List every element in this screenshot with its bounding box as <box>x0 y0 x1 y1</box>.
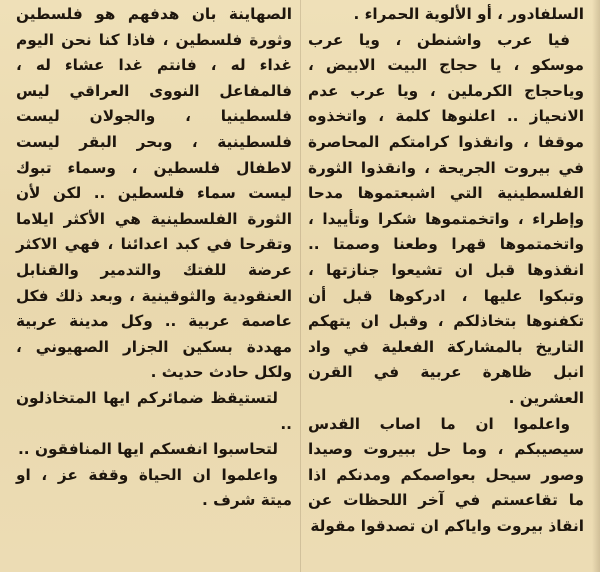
paragraph: واعلموا ان ما اصاب القدس سيصيبكم ، وما حل ببيروت وصيدا وصور سيحل بعواصمكم ومدنكم اذا ما تقاعستم في آخر اللحظات عن انقاذ بيروت واياكم ان تصدقوا مقولة <box>308 414 584 535</box>
paragraph: لتحاسبوا انفسكم ايها المنافقون .. <box>18 440 278 459</box>
article-column-left <box>16 2 292 568</box>
column-divider <box>300 0 301 572</box>
page-edge-shadow <box>592 0 600 572</box>
paragraph: الصهاينة بان هدفهم هو فلسطين وثورة فلسطين ، فاذا كنا نحن اليوم غداء له ، فانتم غدا عشاء له ، فالمفاعل النووى العراقي ليس فلسطينيا ، والجولان ليست فلسطينية ، وبحر البقر ليست لاطفال فلسطين ، وسماء تبوك ليست سماء فلسطين .. لكن لأن الثورة الفلسطينية هي الأكثر ايلاما وتقرحا في كبد اعدائنا ، فهي الاكثر عرضة للفتك والتدمير والقنابل العنقودية والثوقينية ، وبعد ذلك فكل عاصمة عربية .. وكل مدينة عربية مهددة بسكين الجزار الصهيوني ، ولكل حادث حديث . <box>16 5 292 382</box>
paragraph: لتستيقظ ضمائركم ايها المتخاذلون .. <box>16 388 292 433</box>
paragraph: فيا عرب واشنطن ، ويا عرب موسكو ، يا حجاج البيت الابيض ، وياحجاج الكرملين ، ويا عرب عدم الانحياز .. اعلنوها كلمة ، واتخذوه موقفا ، وانقذوا كرامتكم المحاصرة في بيروت الجريحة ، وانقذوا الثورة الفلسطينية التي اشبعتموها مدحا وإطراء ، واتخمتموها شكرا وتأييدا ، واتخمتموها قهرا وطعنا وصمتا .. انقذوها قبل ان تشيعوا جنازتها ، وتبكوا عليها ، ادركوها قبل أن تكفنوها بتخاذلكم ، وقبل ان يتهكم التاريخ بالمشاركة الفعلية في واد انبل ظاهرة عربية في القرن العشرين . <box>308 30 584 407</box>
paragraph: السلفادور ، أو الألوية الحمراء . <box>353 5 584 23</box>
article-column-right <box>308 2 584 568</box>
paragraph: واعلموا ان الحياة وقفة عز ، او ميتة شرف . <box>16 465 292 510</box>
